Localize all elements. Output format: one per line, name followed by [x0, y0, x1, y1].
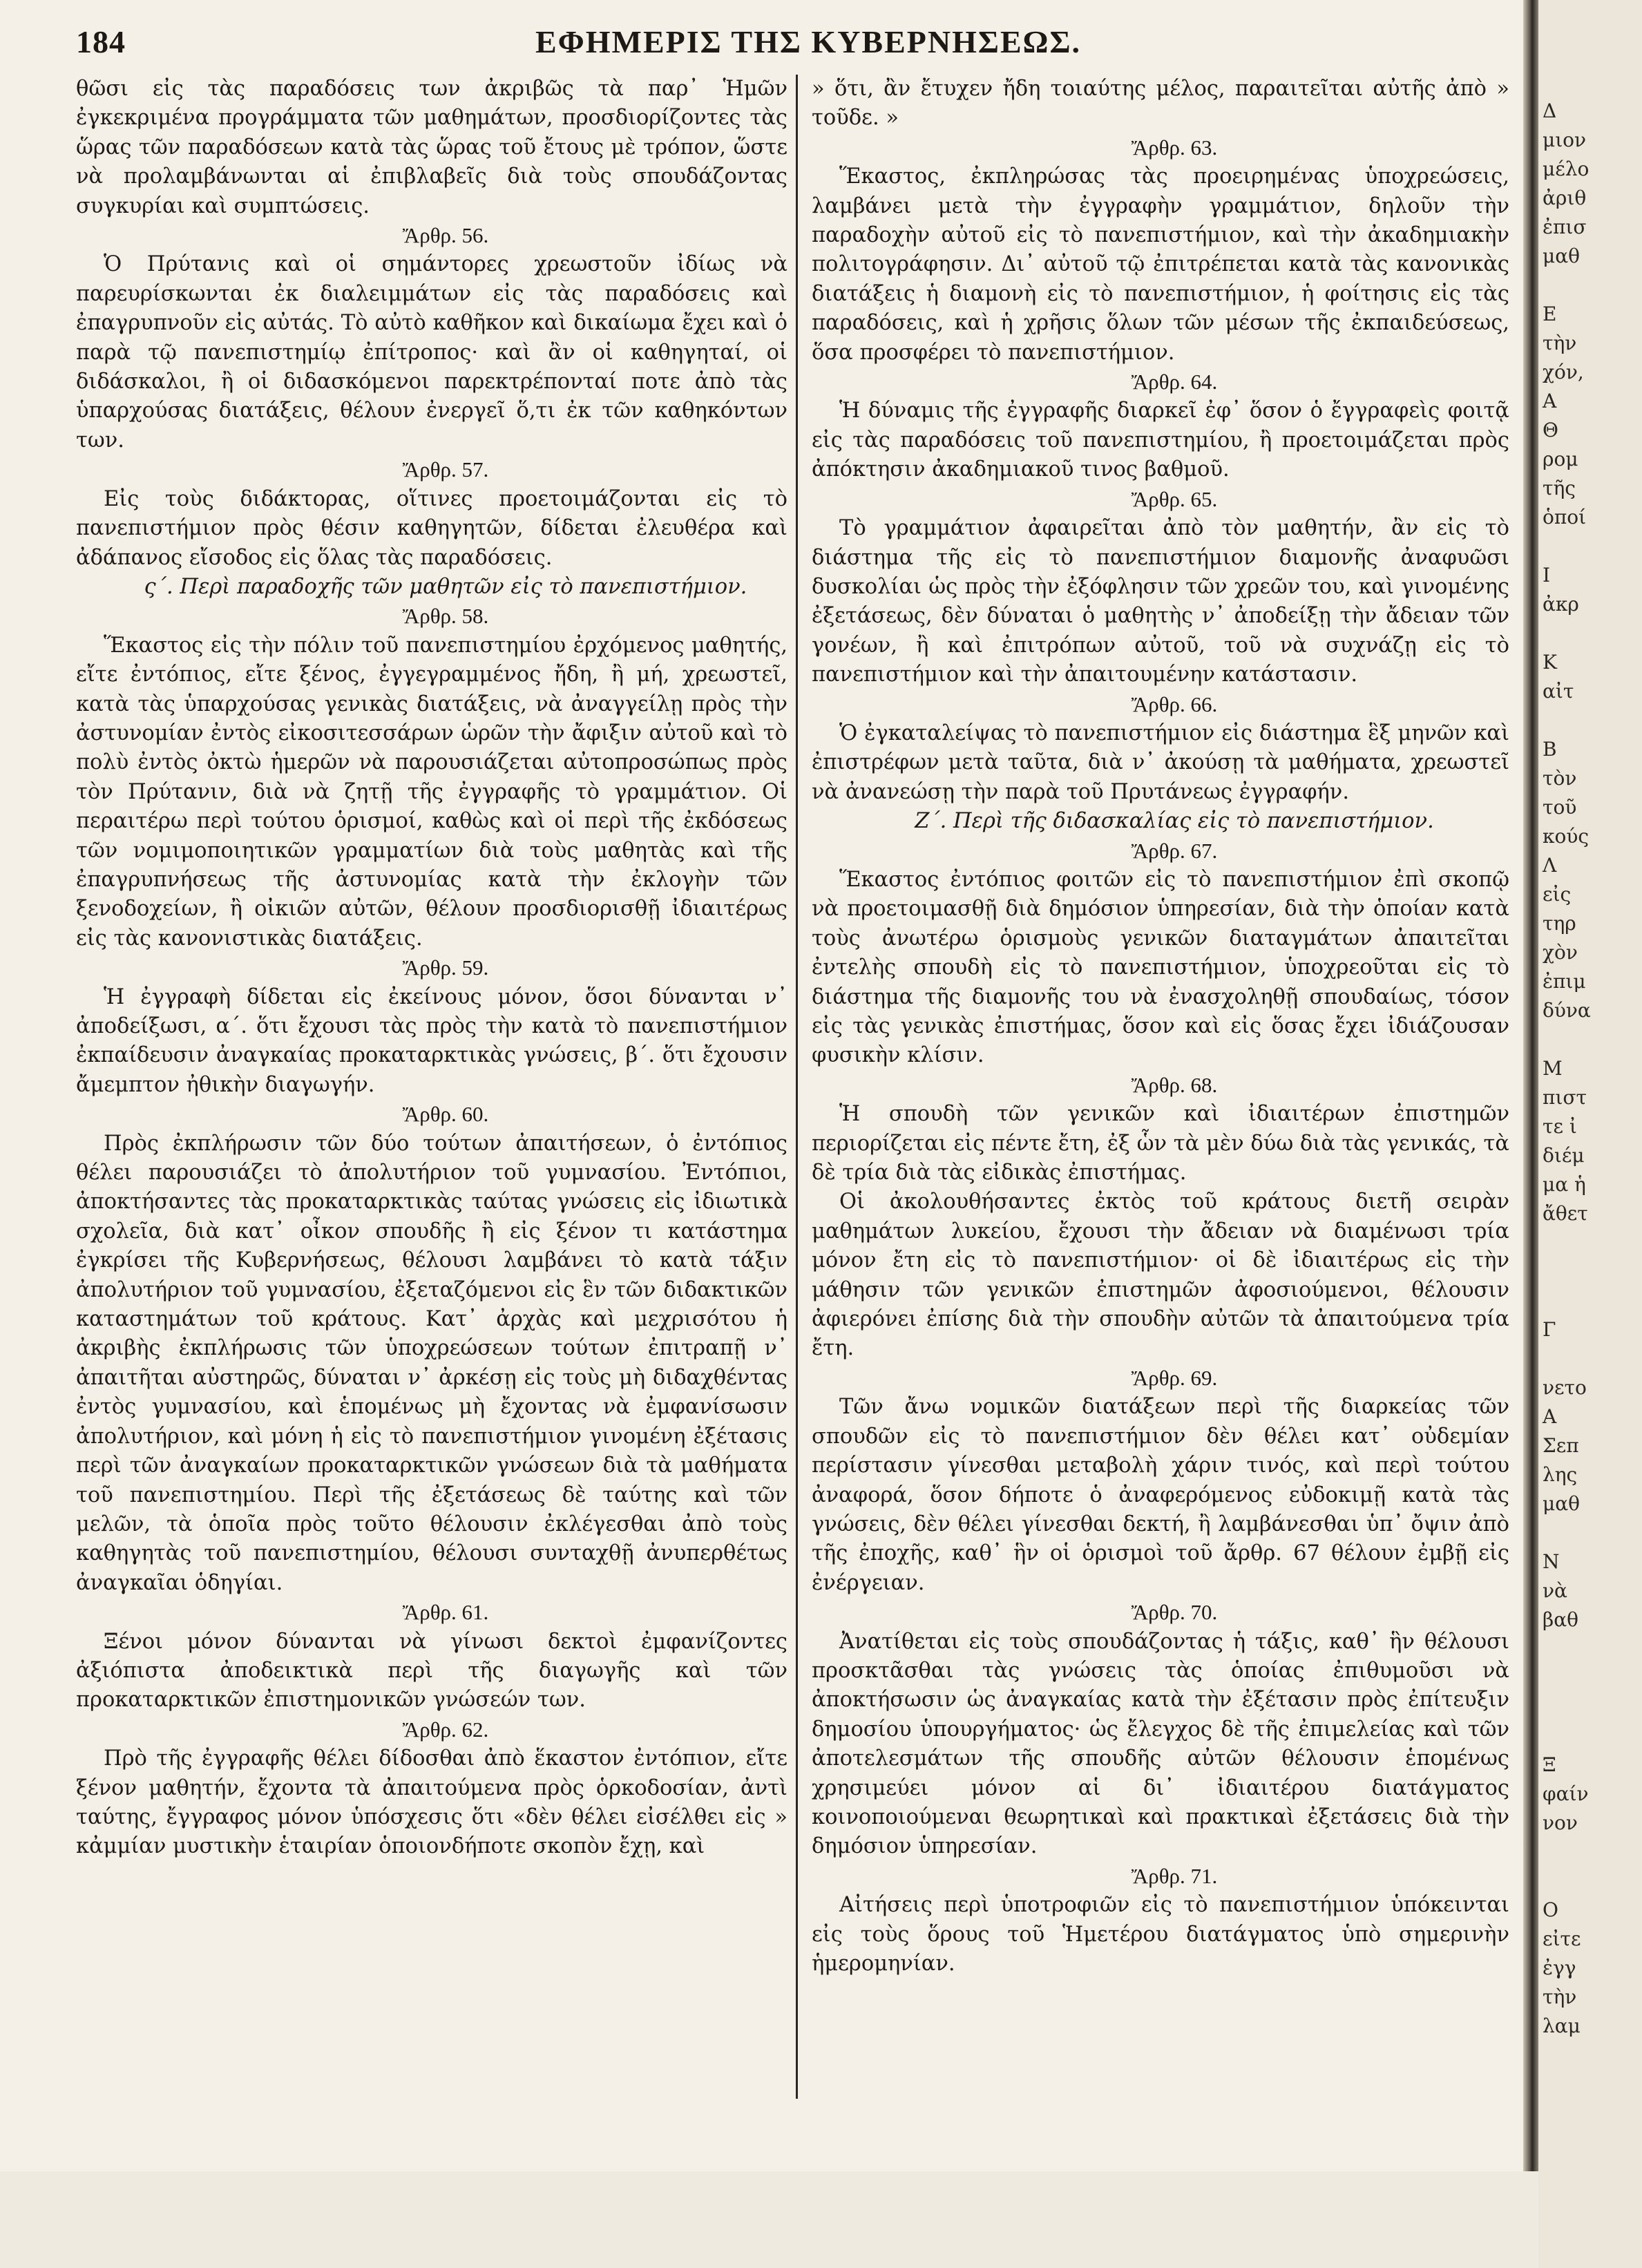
next-page-fragment	[1538, 1228, 1642, 1257]
next-page-fragment: λης	[1543, 1463, 1578, 1486]
running-title: ΕΦΗΜΕΡΙΣ ΤΗΣ ΚΥΒΕΡΝΗΣΕΩΣ.	[535, 24, 1082, 59]
paragraph: Οἱ ἀκολουθήσαντες ἐκτὸς τοῦ κράτους διετῆ σειρὰν μαθημάτων λυκείου, ἔχουσι τὴν ἄδειαν νὰ διαμένωσι τρία μόνον ἔτη εἰς τὸ πανεπιστήμιον· οἱ δὲ ἰδιαιτέρως εἰς τὴν μάθησιν τῶν γενικῶν ἐπιστημῶν ἀφοσιούμενοι, θέλουσιν ἀφιερόνει ἐπίσης διὰ τὴν σπουδὴν αὐτῶν τὰ ἀπαιτούμενα τρία ἔτη.	[812, 1190, 1509, 1361]
next-page-fragment: Ι	[1543, 564, 1551, 587]
article-heading: Ἄρθρ. 70.	[1131, 1600, 1218, 1625]
next-page-fragment: τοῦ	[1543, 796, 1577, 819]
next-page-fragment: Α	[1543, 390, 1557, 412]
next-page-fragment: ἄθετ	[1543, 1202, 1588, 1225]
paragraph: Τῶν ἄνω νομικῶν διατάξεων περὶ τῆς διαρκείας τῶν σπουδῶν εἰς τὸ πανεπιστήμιον δὲν θέλει κατ᾽ οὐδεμίαν περίστασιν γίνεσθαι μεταβολὴ χάριν τινός, καὶ περὶ τούτου ἀναφορά, ὅσον δήποτε ὁ ἀναφερόμενος εὐδοκιμῇ κατὰ τὰς γνώσεις, δὲν θέλει γίνεσθαι δεκτή, ἢ λαμβάνεσθαι ὑπ᾽ ὄψιν ἀπὸ τῆς ἐποχῆς, καθ᾽ ἣν οἱ ὁρισμοὶ τοῦ ἄρθρ. 67 θέλουν ἐμβῇ εἰς ἐνέργειαν.	[812, 1395, 1509, 1595]
next-page-fragment: τὸν	[1543, 767, 1577, 790]
next-page-fragment: Ξ	[1543, 1753, 1556, 1776]
next-page-fragment: λαμ	[1543, 2014, 1581, 2037]
next-page-fragment: τε ἰ	[1543, 1115, 1577, 1138]
next-page-fragment: διέμ	[1543, 1144, 1585, 1167]
next-page-fragment: τὴν	[1543, 332, 1577, 354]
article-heading: Ἄρθρ. 63.	[1131, 135, 1218, 160]
next-page-fragment	[1538, 706, 1642, 735]
article-heading: Ἄρθρ. 67.	[1131, 838, 1218, 863]
next-page-fragment	[1538, 1867, 1642, 1896]
paragraph: Τὸ γραμμάτιον ἀφαιρεῖται ἀπὸ τὸν μαθητήν, ἂν εἰς τὸ διάστημα τῆς εἰς τὸ πανεπιστήμιον διαμονῆς ἀναφυῶσι δυσκολίαι ὡς πρὸς τὴν ἐξόφλησιν τῶν χρεῶν του, καὶ γινομένης ἐξετάσεως, δὲν δύναται ὁ μαθητὴς ν᾽ ἀποδείξῃ τὴν ἄδειαν τῶν γονέων, ἢ καὶ ἐπιτρόπων αὐτοῦ, τοῦ νὰ συχνάζῃ εἰς τὸ πανεπιστήμιον καὶ τὴν ἀπαιτουμένην κατάστασιν.	[812, 516, 1509, 687]
next-page-fragment: Σεπ	[1543, 1434, 1579, 1457]
next-page-fragment	[1538, 532, 1642, 561]
paragraph: Εἰς τοὺς διδάκτορας, οἵτινες προετοιμάζονται εἰς τὸ πανεπιστήμιον πρὸς θέσιν καθηγητῶν, δίδεται ἐλευθέρα καὶ ἀδάπανος εἴσοδος εἰς ὅλας τὰς παραδόσεις.	[76, 486, 787, 570]
paragraph: Ὁ ἐγκαταλείψας τὸ πανεπιστήμιον εἰς διάστημα ἓξ μηνῶν καὶ ἐπιστρέφων μετὰ ταῦτα, διὰ ν᾽ ἀκούσῃ τὰ μαθήματα, χρεωστεῖ νὰ ἀνανεώσῃ τὴν παρὰ τοῦ Πρυτάνεως ἐγγραφήν.	[812, 721, 1509, 804]
next-page-fragment: χόν,	[1543, 361, 1584, 383]
paragraph: Ἀνατίθεται εἰς τοὺς σπουδάζοντας ἡ τάξις, καθ᾽ ἣν θέλουσι προσκτᾶσθαι τὰς γνώσεις τὰς ὁποίας ἐπιθυμοῦσι νὰ ἀποκτήσωσιν ὡς ἀναγκαίας κατὰ τὴν ἐξέτασιν πρὸς ἐπίτευξιν δημοσίου ὑπουργήματος· ὡς ἔλεγχος δὲ τῆς ἐπιμελείας καὶ τῶν ἀποτελεσμάτων τῆς σπουδῆς αὐτῶν θέλουσιν ἑπομένως χρησιμεύει μόνον αἱ δι᾽ ἰδιαιτέρου διατάγματος κοινοποιούμεναι θεωρητικαὶ καὶ πρακτικαὶ ἐξετάσεις διὰ τὴν δημόσιον ὑπηρεσίαν.	[812, 1629, 1509, 1859]
next-page-fragment	[1538, 1838, 1642, 1867]
next-page-fragment	[1538, 1693, 1642, 1722]
paragraph: Πρὸς ἐκπλήρωσιν τῶν δύο τούτων ἀπαιτήσεων, ὁ ἐντόπιος θέλει παρουσιάζει τὸ ἀπολυτήριον τοῦ γυμνασίου. Ἐντόπιοι, ἀποκτήσαντες τὰς προκαταρκτικὰς ταύτας γνώσεις εἰς ἰδιωτικὰ σχολεῖα, διὰ κατ᾽ οἶκον σπουδῆς ἢ εἰς ξένον τι κατάστημα ἐγκρίσει τῆς Κυβερνήσεως, θέλουσι λαμβάνει τὸ κατὰ τάξιν ἀπολυτήριον τοῦ γυμνασίου, ἐξεταζόμενοι εἰς ἓν τῶν διδακτικῶν καταστημάτων τοῦ κράτους. Κατ᾽ ἀρχὰς καὶ μεχρισότου ἡ ἀκριβὴς ἐκπλήρωσις τῶν ὑποχρεώσεων τούτων ἐπιτραπῇ ν᾽ ἀπαιτῆται αὐστηρῶς, δύναται ν᾽ ἀρκέσῃ εἰς τοὺς μὴ διδαχθέντας ἐντὸς γυμνασίου, καὶ ἑπομένως μὴ ἔχοντας νὰ ἐμφανίσωσιν ἀπολυτήριον, καὶ μόνη ἡ εἰς τὸ πανεπιστήμιον γινομένη ἐξέτασις περὶ τῶν ἀναγκαίων προκαταρκτικῶν γνώσεων διὰ τὰ μαθήματα τοῦ πανεπιστημίου. Περὶ τῆς ἐξετάσεως δὲ ταύτης καὶ τῶν μελῶν, τὰ ὁποῖα πρὸς τοῦτο θέλουσιν ἐκλέγεσθαι ἀπὸ τοὺς καθηγητὰς τοῦ πανεπιστημίου, θέλουσι συνταχθῇ ἀνυπερθέτως ἀναγκαῖαι ὁδηγίαι.	[76, 1131, 787, 1595]
article-heading: Ἄρθρ. 59.	[402, 955, 489, 980]
article-heading: Ἄρθρ. 64.	[1131, 370, 1218, 394]
next-page-fragment	[1538, 1722, 1642, 1751]
next-page-fragment: Ε	[1543, 303, 1557, 325]
next-page-edge	[1538, 0, 1642, 2268]
next-page-fragment: Γ	[1543, 1318, 1556, 1341]
next-page-fragment	[1538, 1257, 1642, 1286]
paragraph: Πρὸ τῆς ἐγγραφῆς θέλει δίδοσθαι ἀπὸ ἕκαστον ἐντόπιον, εἴτε ξένον μαθητήν, ἔχοντα τὰ ἀπαιτούμενα πρὸς ὁρκοδοσίαν, ἀντὶ ταύτης, ἔγγραφος μόνον ὑπόσχεσις ὅτι «δὲν θέλει εἰσέλθει εἰς » κἀμμίαν μυστικὴν ἑταιρίαν ὁποιονδήποτε σκοπὸν ἔχῃ, καὶ	[76, 1746, 787, 1859]
next-page-fragment	[1538, 1286, 1642, 1315]
next-page-fragment: κούς	[1543, 825, 1590, 848]
paragraph: Ἡ ἐγγραφὴ δίδεται εἰς ἐκείνους μόνον, ὅσοι δύνανται ν᾽ ἀποδείξωσι, α΄. ὅτι ἔχουσι τὰς πρὸς τὴν κατὰ τὸ πανεπιστήμιον ἐκπαίδευσιν ἀναγκαίας προκαταρκτικὰς γνώσεις, β΄. ὅτι ἔχουσιν ἄμεμπτον ἠθικὴν διαγωγήν.	[76, 984, 787, 1097]
article-heading: Ἄρθρ. 69.	[1131, 1365, 1218, 1390]
article-heading: Ἄρθρ. 56.	[402, 223, 489, 248]
section-heading: ς΄. Περὶ παραδοχῆς τῶν μαθητῶν εἰς τὸ πανεπιστήμιον.	[144, 574, 747, 599]
next-page-fragment: εἰτε	[1543, 1927, 1581, 1950]
next-page-fragment: ἐγγ	[1543, 1956, 1576, 1979]
book-gutter	[1523, 0, 1538, 2171]
paragraph: Ἕκαστος, ἐκπληρώσας τὰς προειρημένας ὑποχρεώσεις, λαμβάνει μετὰ τὴν ἐγγραφὴν γραμμάτιον, δηλοῦν τὴν παραδοχὴν αὐτοῦ εἰς τὸ πανεπιστήμιον, καὶ τὴν ἀκαδημιακὴν πολιτογράφησιν. Δι᾽ αὐτοῦ τῷ ἐπιτρέπεται κατὰ τὰς κανονικὰς διατάξεις ἡ διαμονὴ εἰς τὸ πανεπιστήμιον, ἡ φοίτησις εἰς τὰς παραδόσεις, καὶ ἡ χρῆσις ὅλων τῶν μέσων τῆς ἐκπαιδεύσεως, ὅσα προσφέρει τὸ πανεπιστήμιον.	[812, 164, 1509, 365]
next-page-fragment	[1538, 1518, 1642, 1547]
next-page-fragment	[1538, 1635, 1642, 1664]
article-heading: Ἄρθρ. 62.	[402, 1717, 489, 1742]
next-page-fragment: αἰτ	[1543, 680, 1574, 703]
next-page-fragment: Ο	[1543, 1898, 1558, 1921]
next-page-fragment: ἀριθ	[1543, 187, 1587, 209]
article-heading: Ἄρθρ. 60.	[402, 1102, 489, 1127]
next-page-fragment: ἀκρ	[1543, 593, 1579, 616]
next-page-fragment: νετο	[1543, 1376, 1587, 1399]
article-heading: Ἄρθρ. 71.	[1131, 1863, 1218, 1888]
next-page-fragment: ρομ	[1543, 448, 1578, 470]
next-page-fragment	[1538, 1025, 1642, 1054]
page-header	[76, 19, 1513, 68]
next-page-fragment: βαθ	[1543, 1608, 1578, 1631]
next-page-fragment: Β	[1543, 738, 1557, 761]
article-heading: Ἄρθρ. 61.	[402, 1600, 489, 1625]
article-heading: Ἄρθρ. 57.	[402, 457, 489, 482]
next-page-fragment	[1538, 619, 1642, 648]
next-page-fragment: Λ	[1543, 854, 1557, 877]
next-page-fragment: Μ	[1543, 1057, 1563, 1080]
next-page-fragment: εἰς	[1543, 883, 1572, 906]
next-page-fragment: Κ	[1543, 651, 1557, 674]
next-page-fragment: τηρ	[1543, 912, 1576, 935]
next-page-fragment: πιστ	[1543, 1086, 1587, 1109]
next-page-fragment	[1538, 271, 1642, 300]
next-page-fragment: Δ	[1543, 99, 1557, 122]
next-page-fragment: νὰ	[1543, 1579, 1567, 1602]
article-heading: Ἄρθρ. 65.	[1131, 486, 1218, 511]
right-column	[812, 75, 1509, 1979]
paragraph: Αἰτήσεις περὶ ὑποτροφιῶν εἰς τὸ πανεπιστήμιον ὑπόκεινται εἰς τοὺς ὅρους τοῦ Ἡμετέρου διατάγματος ὑπὸ σημερινὴν ἡμερομηνίαν.	[812, 1893, 1509, 1976]
next-page-fragment: Ν	[1543, 1550, 1560, 1573]
paragraph: Ἕκαστος εἰς τὴν πόλιν τοῦ πανεπιστημίου ἐρχόμενος μαθητής, εἴτε ἐντόπιος, εἴτε ξένος, ἐγγεγραμμένος ἤδη, ἢ μή, χρεωστεῖ, κατὰ τὰς ὑπαρχούσας γενικὰς διατάξεις, νὰ ἀναγγείλῃ πρὸς τὴν ἀστυνομίαν ἐντὸς εἰκοσιτεσσάρων ὡρῶν τὴν ἄφιξιν αὐτοῦ καὶ τὸ πολὺ ἐντὸς ὀκτὼ ἡμερῶν νὰ παρουσιάζεται αὐτοπροσώπως πρὸς τὸν Πρύτανιν, διὰ νὰ ζητῇ τῆς ἐγγραφῆς τὸ γραμμάτιον. Οἱ περαιτέρω περὶ τούτου ὁρισμοί, καθὼς καὶ οἱ περὶ τῆς ἐκδόσεως τῶν νομιμοποιητικῶν γραμματίων διὰ τοὺς μαθητὰς καὶ τῆς ἐπαγρυπνήσεως τῆς ἀστυνομίας κατὰ τὴν ἐκλογὴν τῶν ξενοδοχείων, ἢ οἰκιῶν αὐτῶν, θέλουν προσδιορισθῇ ἰδιαιτέρως εἰς τὰς κανονιστικὰς διατάξεις.	[76, 633, 787, 951]
next-page-fragment: φαίν	[1543, 1782, 1589, 1805]
next-page-fragment: τῆς	[1543, 477, 1576, 499]
next-page-fragment: μαθ	[1543, 245, 1580, 267]
page-number: 184	[76, 24, 126, 59]
next-page-fragment	[1538, 1344, 1642, 1373]
next-page-fragment: ἐπισ	[1543, 216, 1587, 238]
next-page-fragment: Α	[1543, 1405, 1557, 1428]
next-page-fragment: ὁποί	[1543, 506, 1587, 528]
next-page-fragment: ἐπιμ	[1543, 970, 1586, 993]
paragraph: Ξένοι μόνον δύνανται νὰ γίνωσι δεκτοὶ ἐμφανίζοντες ἀξιόπιστα ἀποδεικτικὰ περὶ τῆς διαγωγῆς καὶ τῶν προκαταρκτικῶν ἐπιστημονικῶν γνώσεών των.	[76, 1629, 787, 1713]
paragraph: Ἡ σπουδὴ τῶν γενικῶν καὶ ἰδιαιτέρων ἐπιστημῶν περιορίζεται εἰς πέντε ἔτη, ἐξ ὧν τὰ μὲν δύω διὰ τὰς γενικάς, τὰ δὲ τρία διὰ τὰς εἰδικὰς ἐπιστήμας.	[812, 1102, 1509, 1185]
continued-paragraph: » ὅτι, ἂν ἔτυχεν ἤδη τοιαύτης μέλος, παραιτεῖται αὐτῆς ἀπὸ » τοῦδε. »	[812, 77, 1509, 131]
continued-paragraph: θῶσι εἰς τὰς παραδόσεις των ἀκριβῶς τὰ παρ᾽ Ἡμῶν ἐγκεκριμένα προγράμματα τῶν μαθημάτων, προσδιορίζοντες τὰς ὥρας τῶν παραδόσεων κατὰ τὰς ὥρας τοῦ ἔτους μὲ τρόπον, ὥστε νὰ προλαμβάνωνται αἱ ἐπιβλαβεῖς διὰ τοὺς σπουδάζοντας συγκυρίαι καὶ συμπτώσεις.	[76, 77, 787, 218]
column-rule	[796, 75, 798, 2099]
next-page-fragment: Θ	[1543, 419, 1558, 441]
section-heading: Ζ΄. Περὶ τῆς διδασκαλίας εἰς τὸ πανεπιστήμιον.	[915, 809, 1434, 834]
paragraph: Ἕκαστος ἐντόπιος φοιτῶν εἰς τὸ πανεπιστήμιον ἐπὶ σκοπῷ νὰ προετοιμασθῇ διὰ δημόσιον ὑπηρεσίαν, διὰ τὴν ὁποίαν κατὰ τοὺς ἀνωτέρω ὁρισμοὺς γενικῶν διαταγμάτων ἀπαιτεῖται ἐντελὴς σπουδὴ εἰς τὸ πανεπιστήμιον, ὑποχρεοῦται εἰς τὸ διάστημα τῆς διαμονῆς του νὰ ἐνασχοληθῇ σπουδαίως, τόσον εἰς τὰς γενικὰς ἐπιστήμας, ὅσον καὶ εἰς ὅσας ἔχει ἰδιάζουσαν φυσικὴν κλίσιν.	[812, 867, 1509, 1068]
article-heading: Ἄρθρ. 58.	[402, 604, 489, 629]
next-page-fragment: τὴν	[1543, 1985, 1577, 2008]
article-heading: Ἄρθρ. 66.	[1131, 692, 1218, 716]
next-page-fragment: νον	[1543, 1811, 1578, 1834]
next-page-fragment: μαθ	[1543, 1492, 1580, 1515]
next-page-fragment: μα ἡ	[1543, 1173, 1586, 1196]
article-heading: Ἄρθρ. 68.	[1131, 1072, 1218, 1097]
next-page-fragment: μέλο	[1543, 158, 1590, 180]
left-column	[76, 75, 787, 1862]
next-page-fragment: χὸν	[1543, 941, 1578, 964]
paragraph: Ὁ Πρύτανις καὶ οἱ σημάντορες χρεωστοῦν ἰδίως νὰ παρευρίσκωνται ἐκ διαλειμμάτων εἰς τὰς παραδόσεις καὶ ἐπαγρυπνοῦν εἰς αὐτάς. Τὸ αὐτὸ καθῆκον καὶ δικαίωμα ἔχει καὶ ὁ παρὰ τῷ πανεπιστημίῳ ἐπίτροπος· καὶ ἂν οἱ καθηγηταί, οἱ διδάσκαλοι, ἢ οἱ διδασκόμενοι παρεκτρέπονταί ποτε ἀπὸ τὰς ὑπαρχούσας διατάξεις, θέλουν ἐνεργεῖ ὅ,τι ἐκ τῶν καθηκόντων των.	[76, 252, 787, 452]
paragraph: Ἡ δύναμις τῆς ἐγγραφῆς διαρκεῖ ἐφ᾽ ὅσον ὁ ἔγγραφεὶς φοιτᾷ εἰς τὰς παραδόσεις τοῦ πανεπιστημίου, ἢ προετοιμάζεται πρὸς ἀπόκτησιν ἀκαδημιακοῦ τινος βαθμοῦ.	[812, 399, 1509, 482]
next-page-fragment	[1538, 1664, 1642, 1693]
next-page-fragment: δύνα	[1543, 999, 1591, 1022]
next-page-fragment: μιον	[1543, 128, 1587, 151]
